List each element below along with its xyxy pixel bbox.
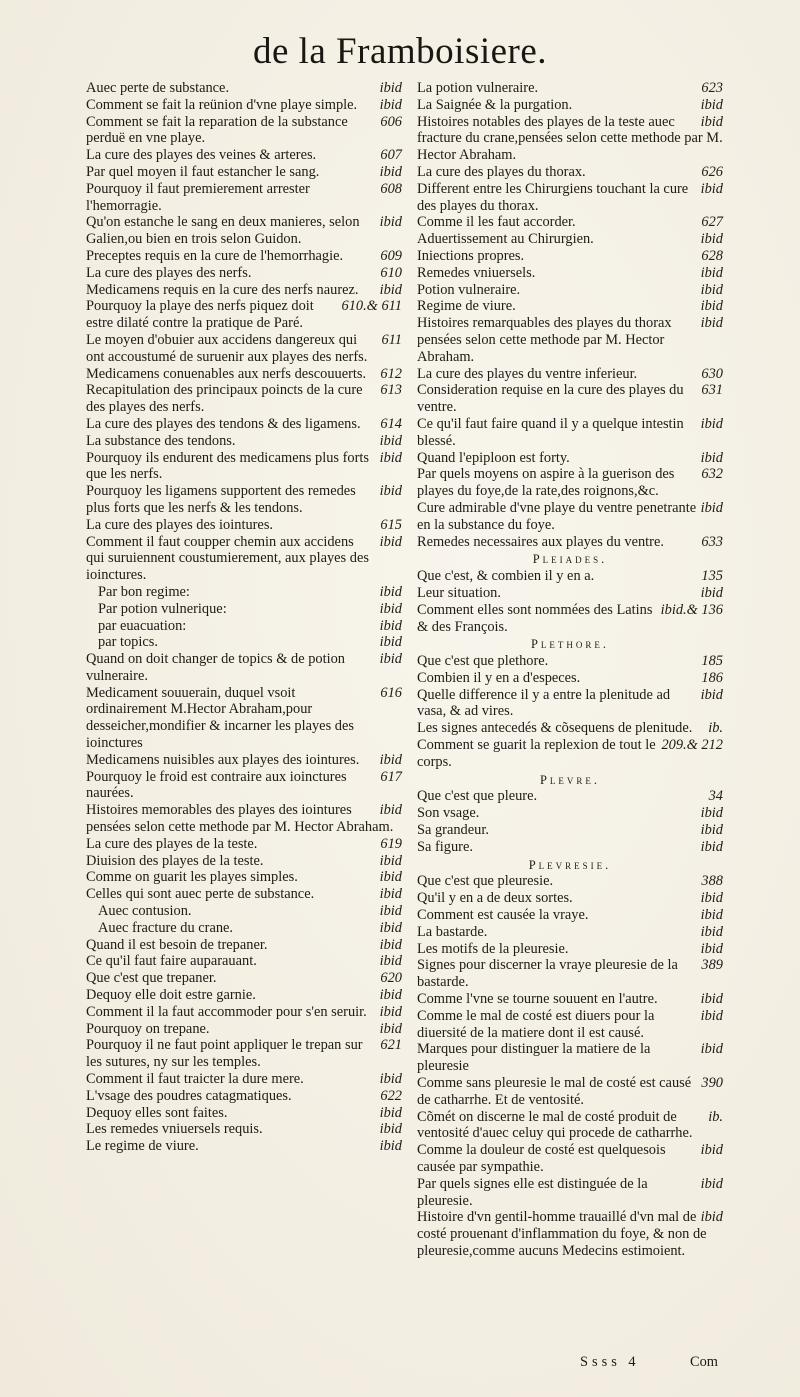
index-entry <box>417 991 723 1008</box>
page-ref: ibid <box>700 991 723 1008</box>
entry-text: Son vsage. <box>417 805 480 822</box>
entry-text: Auec fracture du crane. <box>98 919 234 936</box>
index-entry <box>86 265 402 282</box>
entry-text: Histoires notables des playes de la teste auec fracture du crane,pensées selon cette methode par M. Hector Abraham. <box>417 113 723 164</box>
entry-text: Comme la douleur de costé est quelquesois causée par sympathie. <box>417 1142 666 1175</box>
index-entry <box>86 534 402 584</box>
page-ref: 617 <box>380 768 402 785</box>
index-entry <box>86 618 402 635</box>
entry-text: Que c'est que pleure. <box>417 788 538 805</box>
entry-text: La cure des playes des nerfs. <box>86 264 252 281</box>
index-entry <box>86 517 402 534</box>
index-entry <box>417 568 723 585</box>
index-entry <box>86 1021 402 1038</box>
entry-text: Pourquoy les ligamens supportent des remedes plus forts que les nerfs & les tendons. <box>86 483 356 516</box>
page-ref: ibid <box>379 80 402 96</box>
page-ref: 185 <box>701 653 723 670</box>
page-ref: ibid <box>700 113 723 130</box>
index-entry <box>86 584 402 601</box>
page-ref: ibid <box>700 1007 723 1024</box>
entry-text: Par quels moyens on aspire à la guerison des playes du foye,de la rate,des roignons,&c. <box>417 466 675 500</box>
entry-text: Les remedes vniuersels requis. <box>86 1121 263 1138</box>
page-ref: ibid <box>379 617 402 634</box>
page-ref: 633 <box>701 533 723 550</box>
entry-text: L'vsage des poudres catagmatiques. <box>86 1087 292 1104</box>
index-entry <box>417 1176 723 1210</box>
entry-text: Comment il faut traicter la dure mere. <box>86 1071 304 1088</box>
entry-text: Remedes necessaires aux playes du ventre. <box>417 533 664 550</box>
entry-text: Signes pour discerner la vraye pleuresie de la bastarde. <box>417 957 678 991</box>
page-ref: 614 <box>380 415 402 432</box>
section-heading: Plevresie. <box>528 857 612 872</box>
entry-text: Les signes antecedés & cõsequens de plenitude. <box>417 720 693 737</box>
entry-text: Sa figure. <box>417 838 473 855</box>
entry-text: Pourquoy la playe des nerfs piquez doit estre dilaté contre la pratique de Paré. <box>86 298 314 332</box>
page-ref: 616 <box>380 684 402 701</box>
entry-text: Comme sans pleuresie le mal de costé est causé de catharrhe. Et de ventosité. <box>417 1075 692 1108</box>
page-ref: ibid <box>379 919 402 936</box>
index-entry <box>417 265 723 282</box>
index-entry <box>417 248 723 265</box>
index-entry <box>417 298 723 315</box>
entry-text: Pourquoy on trepane. <box>86 1020 210 1037</box>
entry-text: Regime de viure. <box>417 298 516 315</box>
entry-text: Comment se fait la reparation de la substance perduë en vne playe. <box>86 113 348 147</box>
entry-text: Comment elles sont nommées des Latins & des François. <box>417 601 653 635</box>
entry-text: Qu'on estanche le sang en deux manieres, selon Galien,ou bien en trois selon Guidon. <box>86 214 360 248</box>
page-ref: 626 <box>701 163 723 180</box>
index-entry <box>86 483 402 517</box>
page-ref: ibid <box>379 1071 402 1088</box>
index-entry <box>417 720 723 737</box>
section-heading: Pleiades. <box>532 552 608 567</box>
page-ref: ibid <box>379 163 402 180</box>
entry-text: Auec perte de substance. <box>86 80 230 96</box>
entry-text: La cure des playes de la teste. <box>86 835 258 852</box>
page-ref: 632 <box>701 466 723 483</box>
entry-text: Le regime de viure. <box>86 1138 199 1155</box>
index-entry <box>417 1209 723 1259</box>
index-entry <box>417 839 723 856</box>
entry-text: Iniections propres. <box>417 247 525 264</box>
page-ref: 612 <box>380 365 402 382</box>
index-entry <box>86 1138 402 1155</box>
entry-text: Ce qu'il faut faire auparauant. <box>86 953 257 970</box>
page-ref: ibid <box>700 499 723 516</box>
index-entry <box>417 653 723 670</box>
index-entry <box>417 957 723 991</box>
entry-text: Pourquoy il faut premierement arrester l'hemorragie. <box>86 180 310 214</box>
page-ref: ib. <box>708 720 723 737</box>
entry-text: La cure des playes du ventre inferieur. <box>417 365 638 382</box>
index-entry <box>417 80 723 97</box>
page-ref: 186 <box>701 669 723 686</box>
entry-text: Leur situation. <box>417 584 501 601</box>
entry-text: Le moyen d'obuier aux accidens dangereux qui ont accoustumé de suruenir aux playes des nerfs. <box>86 331 368 365</box>
entry-text: La Saignée & la purgation. <box>417 96 573 113</box>
page-ref: 622 <box>380 1087 402 1104</box>
entry-text: Pourquoy il ne faut point appliquer le trepan sur les sutures, ny sur les temples. <box>86 1037 363 1071</box>
page-ref: 608 <box>380 180 402 197</box>
page-ref: ibid <box>700 449 723 466</box>
index-entry <box>86 601 402 618</box>
page-ref: ibid <box>379 987 402 1004</box>
index-entry <box>86 282 402 299</box>
section-heading: Plevre. <box>539 772 601 787</box>
page-ref: ibid <box>379 533 402 550</box>
page-ref: ibid <box>379 751 402 768</box>
entry-text: Marques pour distinguer la matiere de la pleuresie <box>417 1041 651 1075</box>
index-entry <box>417 670 723 687</box>
page-ref: ibid <box>700 584 723 601</box>
index-entry <box>417 164 723 181</box>
index-entry <box>86 953 402 970</box>
index-entry <box>417 602 723 636</box>
index-entry <box>86 769 402 803</box>
index-entry <box>86 332 402 366</box>
index-entry <box>417 500 723 534</box>
page-ref: ibid <box>700 1209 723 1226</box>
page-ref: 627 <box>701 214 723 231</box>
index-entry <box>86 147 402 164</box>
index-entry <box>417 1041 723 1075</box>
index-entry <box>417 366 723 383</box>
entry-text: Combien il y en a d'especes. <box>417 669 581 686</box>
index-entry <box>417 382 723 416</box>
entry-text: Ce qu'il faut faire quand il y a quelque intestin blessé. <box>417 415 684 449</box>
index-entry <box>86 802 402 836</box>
index-entry <box>417 466 723 500</box>
page-ref: ibid <box>700 1142 723 1159</box>
index-entry <box>86 248 402 265</box>
index-entry <box>417 788 723 805</box>
entry-text: Comment se fait la reünion d'vne playe simple. <box>86 96 358 113</box>
page-ref: ibid <box>700 1041 723 1058</box>
index-entry <box>86 853 402 870</box>
index-entry <box>417 687 723 721</box>
index-entry <box>86 651 402 685</box>
page-ref: 389 <box>701 957 723 974</box>
page-ref: ibid <box>379 96 402 113</box>
entry-text: Quelle difference il y a entre la plenitude ad vasa, & ad vires. <box>417 686 671 720</box>
entry-text: Aduertissement au Chirurgien. <box>417 231 594 248</box>
page-ref: ibid <box>379 1003 402 1020</box>
entry-text: Comme il les faut accorder. <box>417 214 576 231</box>
index-entry <box>417 416 723 450</box>
page-ref: ibid <box>700 907 723 924</box>
page-ref: 609 <box>380 247 402 264</box>
index-entry <box>86 181 402 215</box>
page-ref: ibid <box>379 852 402 869</box>
entry-text: Histoires remarquables des playes du thorax pensées selon cette methode par M. Hector Abraham. <box>417 315 672 365</box>
page-ref: 610 <box>380 264 402 281</box>
page-ref: ibid <box>700 281 723 298</box>
entry-text: Par potion vulnerique: <box>98 600 227 617</box>
index-entry <box>86 298 402 332</box>
section-heading: Plethore. <box>530 637 610 652</box>
index-entry <box>417 214 723 231</box>
index-entry <box>417 1075 723 1109</box>
entry-text: Par bon regime: <box>98 583 190 600</box>
index-entry <box>86 1037 402 1071</box>
entry-text: La cure des playes du thorax. <box>417 163 586 180</box>
index-entry <box>417 231 723 248</box>
index-entry <box>417 890 723 907</box>
entry-text: Comme le mal de costé est diuers pour la diuersité de la matiere dont il est causé. <box>417 1007 655 1041</box>
entry-text: Cõmét on discerne le mal de costé produit de ventosité d'auec celuy qui procede de catharrhe. <box>417 1108 693 1142</box>
index-entry <box>86 685 402 752</box>
index-entry <box>417 181 723 215</box>
entry-text: Comme l'vne se tourne souuent en l'autre. <box>417 991 658 1008</box>
index-entry <box>86 1088 402 1105</box>
page-ref: 388 <box>701 873 723 890</box>
entry-text: Dequoy elle doit estre garnie. <box>86 987 256 1004</box>
index-entry <box>417 315 723 365</box>
index-entry <box>417 97 723 114</box>
index-entry <box>86 80 402 97</box>
page-ref: ibid <box>700 940 723 957</box>
index-entry <box>417 941 723 958</box>
entry-text: Que c'est, & combien il y en a. <box>417 568 595 585</box>
index-entry <box>417 873 723 890</box>
index-entry <box>86 450 402 484</box>
index-entry <box>86 1121 402 1138</box>
page-ref: ibid <box>379 281 402 298</box>
index-entry <box>86 366 402 383</box>
index-entry <box>86 164 402 181</box>
entry-text: Que c'est que pleuresie. <box>417 873 554 890</box>
entry-text: La cure des playes des iointures. <box>86 516 274 533</box>
page-ref: 630 <box>701 365 723 382</box>
index-entry <box>86 903 402 920</box>
entry-text: Histoires memorables des playes des iointures pensées selon cette methode par M. Hector Abraham. <box>86 802 394 836</box>
page-ref: ibid <box>379 634 402 651</box>
entry-text: Histoire d'vn gentil-homme trauaillé d'vn mal de costé prouenant d'inflammation du foye, & non de pleuresie,comme aucuns Medecins estimoient. <box>417 1209 707 1259</box>
index-entry <box>86 970 402 987</box>
index-entry <box>417 534 723 551</box>
page-ref: ibid <box>700 96 723 113</box>
index-entry <box>417 585 723 602</box>
page-ref: ibid <box>379 903 402 920</box>
index-entry <box>86 869 402 886</box>
index-entry <box>86 634 402 651</box>
entry-text: Pourquoy le froid est contraire aux ioinctures naurées. <box>86 768 347 802</box>
entry-text: Recapitulation des principaux poincts de la cure des playes des nerfs. <box>86 382 363 416</box>
entry-text: La bastarde. <box>417 923 488 940</box>
page-ref: ibid <box>379 583 402 600</box>
index-column-left <box>86 80 402 1155</box>
page-ref: ibid <box>379 449 402 466</box>
page-ref: ibid <box>700 838 723 855</box>
entry-text: Diuision des playes de la teste. <box>86 852 264 869</box>
page-ref: ibid <box>379 802 402 819</box>
page-ref: ibid <box>379 886 402 903</box>
entry-text: La potion vulneraire. <box>417 80 539 96</box>
page-ref: ibid <box>379 1138 402 1155</box>
entry-text: Qu'il y en a de deux sortes. <box>417 890 573 907</box>
page-ref: 606 <box>380 113 402 130</box>
entry-text: Cure admirable d'vne playe du ventre penetrante en la substance du foye. <box>417 499 697 533</box>
page-ref: 628 <box>701 247 723 264</box>
entry-text: Different entre les Chirurgiens touchant la cure des playes du thorax. <box>417 180 689 214</box>
page-ref: 615 <box>380 516 402 533</box>
entry-text: Preceptes requis en la cure de l'hemorrhagie. <box>86 247 344 264</box>
entry-text: Par quels signes elle est distinguée de la pleuresie. <box>417 1175 648 1209</box>
index-entry <box>86 836 402 853</box>
page-ref: ibid <box>700 264 723 281</box>
entry-text: Comme on guarit les playes simples. <box>86 869 298 886</box>
page-footer <box>580 1354 740 1371</box>
page-ref: ibid <box>379 600 402 617</box>
entry-text: La cure des playes des veines & arteres. <box>86 147 317 164</box>
entry-text: par topics. <box>98 634 158 651</box>
page-ref: ibid <box>700 1175 723 1192</box>
entry-text: Potion vulneraire. <box>417 281 521 298</box>
page-ref: ibid <box>379 214 402 231</box>
index-entry <box>86 1004 402 1021</box>
catchword: Com <box>690 1354 718 1370</box>
index-entry <box>86 97 402 114</box>
index-entry <box>86 920 402 937</box>
page-ref: ibid <box>700 890 723 907</box>
page-ref: ibid <box>700 231 723 248</box>
signature-mark: Ssss 4 <box>580 1354 640 1370</box>
page-ref: ibid <box>700 805 723 822</box>
index-entry <box>417 282 723 299</box>
index-entry <box>86 987 402 1004</box>
entry-text: Consideration requise en la cure des playes du ventre. <box>417 382 684 416</box>
index-entry <box>86 1071 402 1088</box>
index-entry <box>86 382 402 416</box>
entry-text: Comment il la faut accommoder pour s'en seruir. <box>86 1003 367 1020</box>
index-entry <box>86 886 402 903</box>
entry-text: Que c'est que plethore. <box>417 653 549 670</box>
entry-text: Medicament souuerain, duquel vsoit ordinairement M.Hector Abraham,pour desseicher,mondifier & incarner les playes des ioinctures <box>86 684 354 752</box>
index-entry <box>86 752 402 769</box>
page-ref: ibid <box>700 822 723 839</box>
index-entry <box>417 114 723 164</box>
page-ref: ibid <box>700 415 723 432</box>
index-entry <box>417 450 723 467</box>
entry-text: Quand on doit changer de topics & de potion vulneraire. <box>86 651 345 684</box>
entry-text: Comment se guarit la replexion de tout le corps. <box>417 737 656 770</box>
page-ref: 610.& 611 <box>341 298 402 315</box>
page-ref: 611 <box>381 331 402 348</box>
page-ref: ibid <box>700 315 723 332</box>
page-ref: 621 <box>380 1037 402 1054</box>
entry-text: Quand l'epiploon est forty. <box>417 449 570 466</box>
entry-text: La substance des tendons. <box>86 432 236 449</box>
page-ref: ibid <box>379 483 402 500</box>
page-ref: ib. <box>708 1108 723 1125</box>
entry-text: par euacuation: <box>98 617 187 634</box>
entry-text: Pourquoy ils endurent des medicamens plus forts que les nerfs. <box>86 449 369 483</box>
page-ref: 390 <box>701 1075 723 1092</box>
entry-text: Comment il faut coupper chemin aux accidens qui suruiennent coustumierement, aux playes des ioinctures. <box>86 533 369 584</box>
page-ref: 623 <box>701 80 723 96</box>
index-entry <box>417 822 723 839</box>
page-ref: ibid <box>379 432 402 449</box>
running-head: de la Framboisiere. <box>252 31 548 72</box>
page-ref: 135 <box>701 568 723 585</box>
index-column-right <box>417 80 723 1260</box>
page-ref: 209.& 212 <box>661 737 723 754</box>
entry-text: Dequoy elles sont faites. <box>86 1104 228 1121</box>
index-entry <box>417 737 723 771</box>
index-entry <box>417 805 723 822</box>
index-entry <box>86 937 402 954</box>
entry-text: Les motifs de la pleuresie. <box>417 940 569 957</box>
page-ref: 613 <box>380 382 402 399</box>
index-entry <box>86 416 402 433</box>
page-ref: ibid <box>379 1020 402 1037</box>
index-entry <box>86 1105 402 1122</box>
page-ref: ibid <box>379 953 402 970</box>
page-ref: ibid <box>379 1104 402 1121</box>
entry-text: Celles qui sont auec perte de substance. <box>86 886 315 903</box>
entry-text: Sa grandeur. <box>417 822 489 839</box>
index-entry <box>417 924 723 941</box>
entry-text: Que c'est que trepaner. <box>86 970 217 987</box>
entry-text: Medicamens conuenables aux nerfs descouuerts. <box>86 365 367 382</box>
page-ref: 620 <box>380 970 402 987</box>
entry-text: Quand il est besoin de trepaner. <box>86 936 268 953</box>
page-ref: ibid.& 136 <box>660 601 723 618</box>
index-entry <box>86 114 402 148</box>
page-ref: 631 <box>701 382 723 399</box>
page-ref: ibid <box>700 923 723 940</box>
page-ref: ibid <box>700 298 723 315</box>
page-ref: ibid <box>379 1121 402 1138</box>
index-entry <box>417 1109 723 1143</box>
index-entry <box>86 433 402 450</box>
page-ref: ibid <box>379 869 402 886</box>
page-ref: 34 <box>708 788 723 805</box>
entry-text: Auec contusion. <box>98 903 192 920</box>
entry-text: Remedes vniuersels. <box>417 264 536 281</box>
entry-text: Par quel moyen il faut estancher le sang. <box>86 163 320 180</box>
page-ref: 619 <box>380 835 402 852</box>
page-ref: ibid <box>379 936 402 953</box>
index-entry <box>417 907 723 924</box>
entry-text: Medicamens requis en la cure des nerfs naurez. <box>86 281 359 298</box>
entry-text: Medicamens nuisibles aux playes des iointures. <box>86 751 360 768</box>
entry-text: Comment est causée la vraye. <box>417 907 589 924</box>
index-entry <box>86 214 402 248</box>
page-ref: ibid <box>700 180 723 197</box>
page-ref: ibid <box>379 651 402 668</box>
page-ref: ibid <box>700 686 723 703</box>
page-ref: 607 <box>380 147 402 164</box>
entry-text: La cure des playes des tendons & des ligamens. <box>86 415 361 432</box>
index-entry <box>417 1142 723 1176</box>
index-entry <box>417 1008 723 1042</box>
